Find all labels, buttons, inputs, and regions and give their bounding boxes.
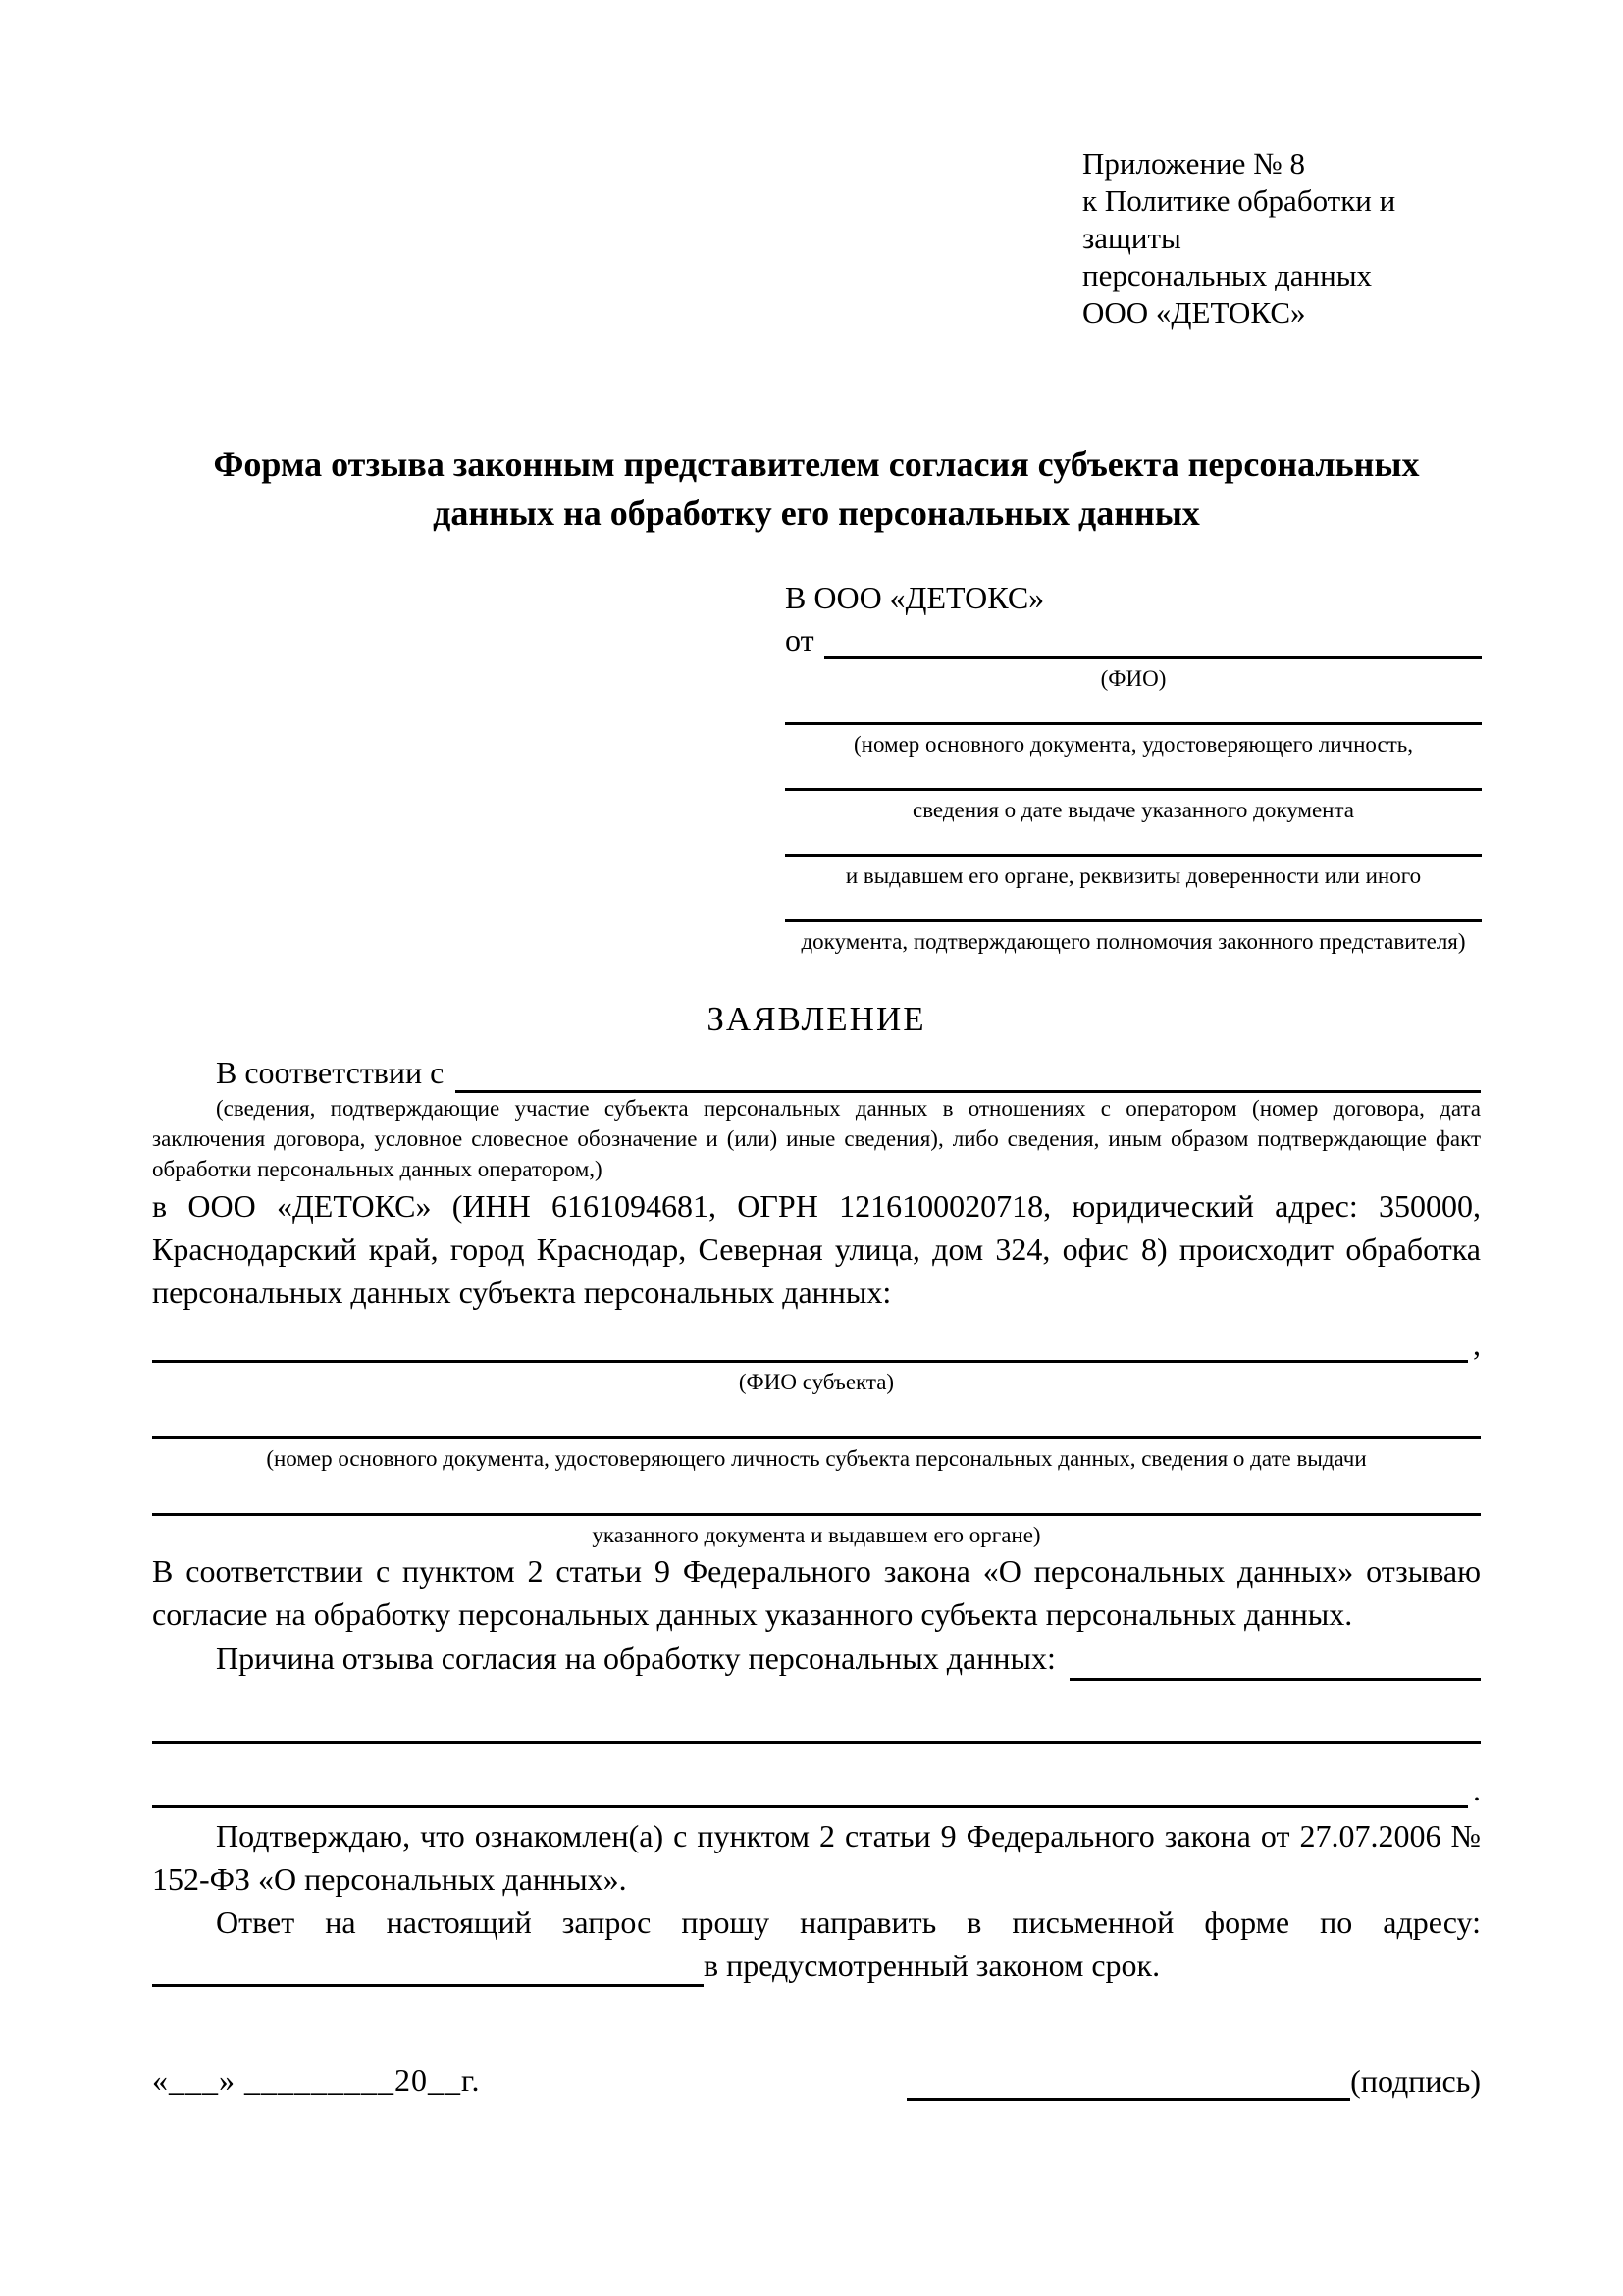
appendix-company: ООО «ДЕТОКС»: [1082, 295, 1306, 330]
reply-address-blank: [152, 1952, 704, 1987]
addressee-block: [785, 577, 1482, 956]
subject-doc-blank-1: [152, 1396, 1481, 1439]
reason-period: .: [1473, 1772, 1481, 1807]
from-row: [785, 620, 1482, 659]
intro-row: [152, 1052, 1481, 1093]
representative-name-blank: [824, 620, 1482, 659]
representative-doc-blank-3: [785, 824, 1482, 857]
withdraw-paragraph: В соответствии с пунктом 2 статьи 9 Федерального закона «О персональных данных» отзываю согласие на обработку персональных данных указанного субъекта персональных данных.: [152, 1553, 1481, 1632]
subject-fio-blank: [152, 1324, 1468, 1363]
operator-paragraph: в ООО «ДЕТОКС» (ИНН 6161094681, ОГРН 1216100020718, юридический адрес: 350000, Краснодарский край, город Краснодар, Северная улица, дом 324, офис 8) происходит обработка персональных данных субъекта персональных данных:: [152, 1188, 1481, 1310]
appendix-policy-line-1: к Политике обработки и защиты: [1082, 183, 1396, 255]
representative-doc-blank-2: [785, 758, 1482, 791]
subject-doc-caption-1: (номер основного документа, удостоверяющего личность субъекта персональных данных, сведения о дате выдачи: [266, 1446, 1367, 1471]
document-title: Форма отзыва законным представителем согласия субъекта персональных данных на обработку его персональных данных: [213, 444, 1420, 533]
appendix-number: Приложение № 8: [1082, 146, 1305, 181]
fio-caption: (ФИО): [1100, 666, 1167, 691]
reason-blank-line-2: [152, 1769, 1468, 1808]
subject-fio-comma: ,: [1473, 1327, 1481, 1362]
representative-doc-caption-4: документа, подтверждающего полномочия законного представителя): [801, 929, 1466, 954]
date-line: «___» _________20__г.: [152, 2062, 481, 2098]
subject-doc-blank-2: [152, 1473, 1481, 1516]
statement-heading: ЗАЯВЛЕНИЕ: [707, 1000, 926, 1038]
reply-suffix: в предусмотренный законом срок.: [704, 1948, 1161, 1983]
representative-doc-blank-1: [785, 693, 1482, 725]
representative-doc-caption-3: и выдавшем его органе, реквизиты доверенности или иного: [845, 863, 1422, 888]
subject-doc-caption-2: указанного документа и выдавшем его органе): [592, 1523, 1041, 1547]
reply-row: [152, 1944, 1481, 1987]
representative-doc-blank-4: [785, 890, 1482, 922]
signature-blank: [907, 2067, 1350, 2101]
reason-blank-start: [1070, 1640, 1481, 1681]
addressee-company: В ООО «ДЕТОКС»: [785, 580, 1045, 615]
reason-blank-line-1: [152, 1712, 1481, 1744]
subject-fio-row: [152, 1324, 1481, 1363]
confirm-paragraph: Подтверждаю, что ознакомлен(а) с пунктом 2 статьи 9 Федерального закона от 27.07.2006 № 152-ФЗ «О персональных данных».: [152, 1818, 1481, 1897]
basis-blank: [455, 1054, 1481, 1093]
reason-label: Причина отзыва согласия на обработку персональных данных:: [216, 1641, 1056, 1676]
intro-prefix: В соответствии с: [216, 1055, 445, 1090]
reason-row: [152, 1636, 1481, 1681]
intro-note: (сведения, подтверждающие участие субъекта персональных данных в отношениях с оператором (номер договора, дата заключения договора, условное словесное обозначение и (или) иные сведения), либо сведения, иным образом подтверждающие факт обработки персональных данных оператором,): [152, 1096, 1481, 1181]
reason-blank-row-2: [152, 1769, 1481, 1808]
reply-prefix: Ответ на настоящий запрос прошу направить в письменной форме по адресу:: [216, 1905, 1481, 1940]
signature-block: [907, 2061, 1481, 2101]
footer-row: [152, 2060, 1481, 2101]
appendix-policy-line-2: персональных данных: [1082, 258, 1373, 292]
from-label: от: [785, 622, 814, 657]
appendix-block: [1082, 145, 1481, 332]
signature-caption: (подпись): [1350, 2063, 1481, 2099]
representative-doc-caption-1: (номер основного документа, удостоверяющего личность,: [853, 732, 1413, 757]
representative-doc-caption-2: сведения о дате выдаче указанного документа: [912, 798, 1355, 822]
subject-fio-caption: (ФИО субъекта): [738, 1370, 895, 1394]
